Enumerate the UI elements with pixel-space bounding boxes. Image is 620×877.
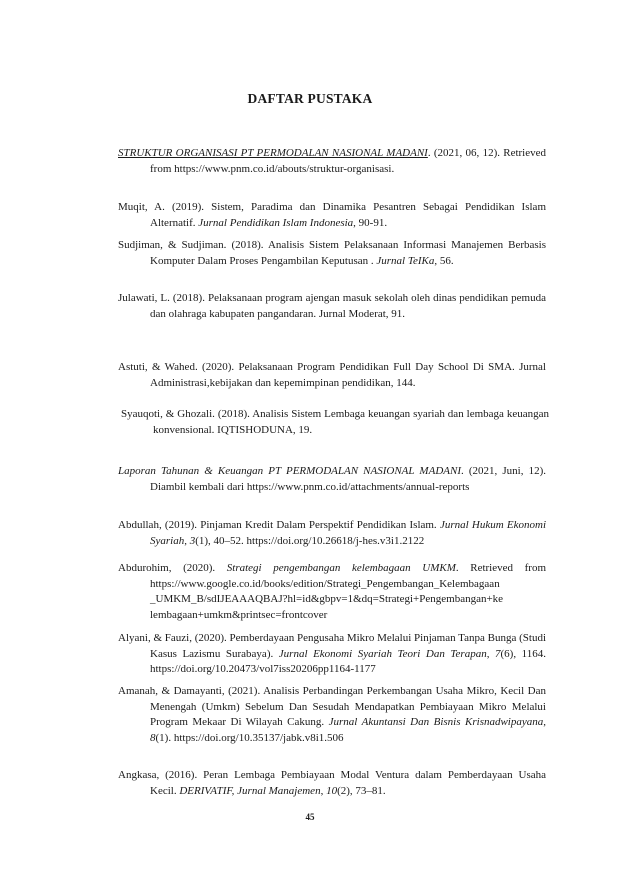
reference-entry: [118, 684, 546, 746]
reference-text: Jurnal Akuntansi Dan Bisnis Krisnadwipayana: [328, 716, 544, 728]
reference-text: 8: [150, 731, 156, 744]
reference-text: Muqit, A. (2019). Sistem, Paradima dan Dinamika Pesantren Sebagai Pendidikan Islam Alternatif.: [118, 201, 546, 229]
reference-text: Angkasa, (2016). Peran Lembaga Pembiayaan Modal Ventura dalam Pemberdayaan Usaha Kecil.: [118, 769, 546, 797]
reference-text: 3: [189, 534, 196, 547]
reference-entry: [118, 238, 546, 269]
page-title: DAFTAR PUSTAKA: [247, 91, 373, 106]
reference-text: (1). https://doi.org/10.35137/jabk.v8i1.506: [155, 731, 344, 744]
reference-text: Abdurohim, (2020).: [118, 562, 227, 574]
reference-text: ,: [320, 784, 327, 797]
reference-text: 10: [326, 784, 338, 797]
reference-entry: [121, 407, 549, 438]
reference-text: DERIVATIF, Jurnal Manajemen: [179, 784, 321, 797]
reference-text: Astuti, & Wahed. (2020). Pelaksanaan Program Pendidikan Full Day School Di SMA. Jurnal Administrasi,kebijakan dan kepemimpinan pendidikan, 144.: [118, 361, 546, 389]
reference-text: Sudjiman, & Sudjiman. (2018). Analisis Sistem Pelaksanaan Informasi Manajemen Berbasis Komputer Dalam Proses Pengambilan Keputusan .: [118, 239, 546, 267]
page-number: 45: [305, 812, 315, 822]
reference-text: Syauqoti, & Ghozali. (2018). Analisis Sistem Lembaga keuangan syariah dan lembaga keuangan konvensional. IQTISHODUNA, 19.: [121, 408, 549, 436]
reference-text: Abdullah, (2019). Pinjaman Kredit Dalam Perspektif Pendidikan Islam.: [118, 519, 440, 531]
reference-entry: [118, 291, 546, 322]
reference-text: Jurnal TeIKa: [376, 254, 435, 267]
reference-entry: [118, 518, 546, 549]
reference-entry: [118, 768, 546, 799]
reference-text: Amanah, & Damayanti, (2021). Analisis Perbandingan Perkembangan Usaha Mikro, Kecil Dan Menengah (Umkm) Sebelum Dan Sesudah Mendapatkan Pembiayaan Mikro Melalui Program Mekaar Di Wilayah Cakung.: [118, 685, 546, 728]
reference-text: . (2021, 06, 12). Retrieved from https://www.pnm.co.id/abouts/struktur-organisasi.: [150, 147, 547, 175]
reference-entry: [118, 146, 546, 177]
reference-text: Jurnal Ekonomi Syariah Teori Dan Terapan: [278, 647, 487, 660]
reference-text: Alyani, & Fauzi, (2020). Pemberdayaan Pengusaha Mikro Melalui Pinjaman Tanpa Bunga (Studi Kasus Lazismu Surabaya).: [118, 632, 546, 660]
reference-text: Laporan Tahunan & Keuangan PT PERMODALAN NASIONAL MADANI: [118, 465, 461, 477]
reference-text: (1), 40–52. https://doi.org/10.26618/j-hes.v3i1.2122: [195, 534, 425, 547]
reference-text: ,: [184, 534, 190, 547]
reference-entry: [118, 360, 546, 391]
reference-text: . (2021, Juni, 12). Diambil kembali dari https://www.pnm.co.id/attachments/annual-reports: [150, 465, 546, 493]
reference-text: 7: [495, 647, 501, 660]
reference-entry: [118, 464, 546, 495]
reference-text: . Retrieved from https://www.google.co.id/books/edition/Strategi_Pengembangan_Kelembagaan _UMKM_B/sdIJEAAAQBAJ?hl=id&gbpv=1&dq=Strategi+Pengembangan+ke lembagaan+umkm&printsec=frontcover: [150, 562, 546, 621]
reference-entry: [118, 561, 546, 623]
reference-text: ,: [543, 716, 546, 728]
reference-text: (2), 73–81.: [337, 784, 386, 797]
reference-text: , 56.: [434, 254, 454, 267]
reference-entry: [118, 200, 546, 231]
reference-text: Jurnal Pendidikan Islam Indonesia: [198, 216, 354, 229]
reference-text: Julawati, L. (2018). Pelaksanaan program ajengan masuk sekolah oleh dinas pendidikan pemuda dan olahraga kabupaten pangandaran. Jurnal Moderat, 91.: [118, 292, 546, 320]
reference-text: STRUKTUR ORGANISASI PT PERMODALAN NASIONAL MADANI: [118, 147, 428, 159]
reference-text: (6), 1164. https://doi.org/10.20473/vol7iss20206pp1164-1177: [150, 647, 546, 675]
reference-text: Strategi pengembangan kelembagaan UMKM: [226, 562, 456, 574]
reference-text: Jurnal Hukum Ekonomi Syariah: [150, 519, 547, 547]
reference-entry: [118, 631, 546, 678]
reference-text: , 90-91.: [353, 216, 388, 229]
reference-text: ,: [486, 647, 496, 660]
